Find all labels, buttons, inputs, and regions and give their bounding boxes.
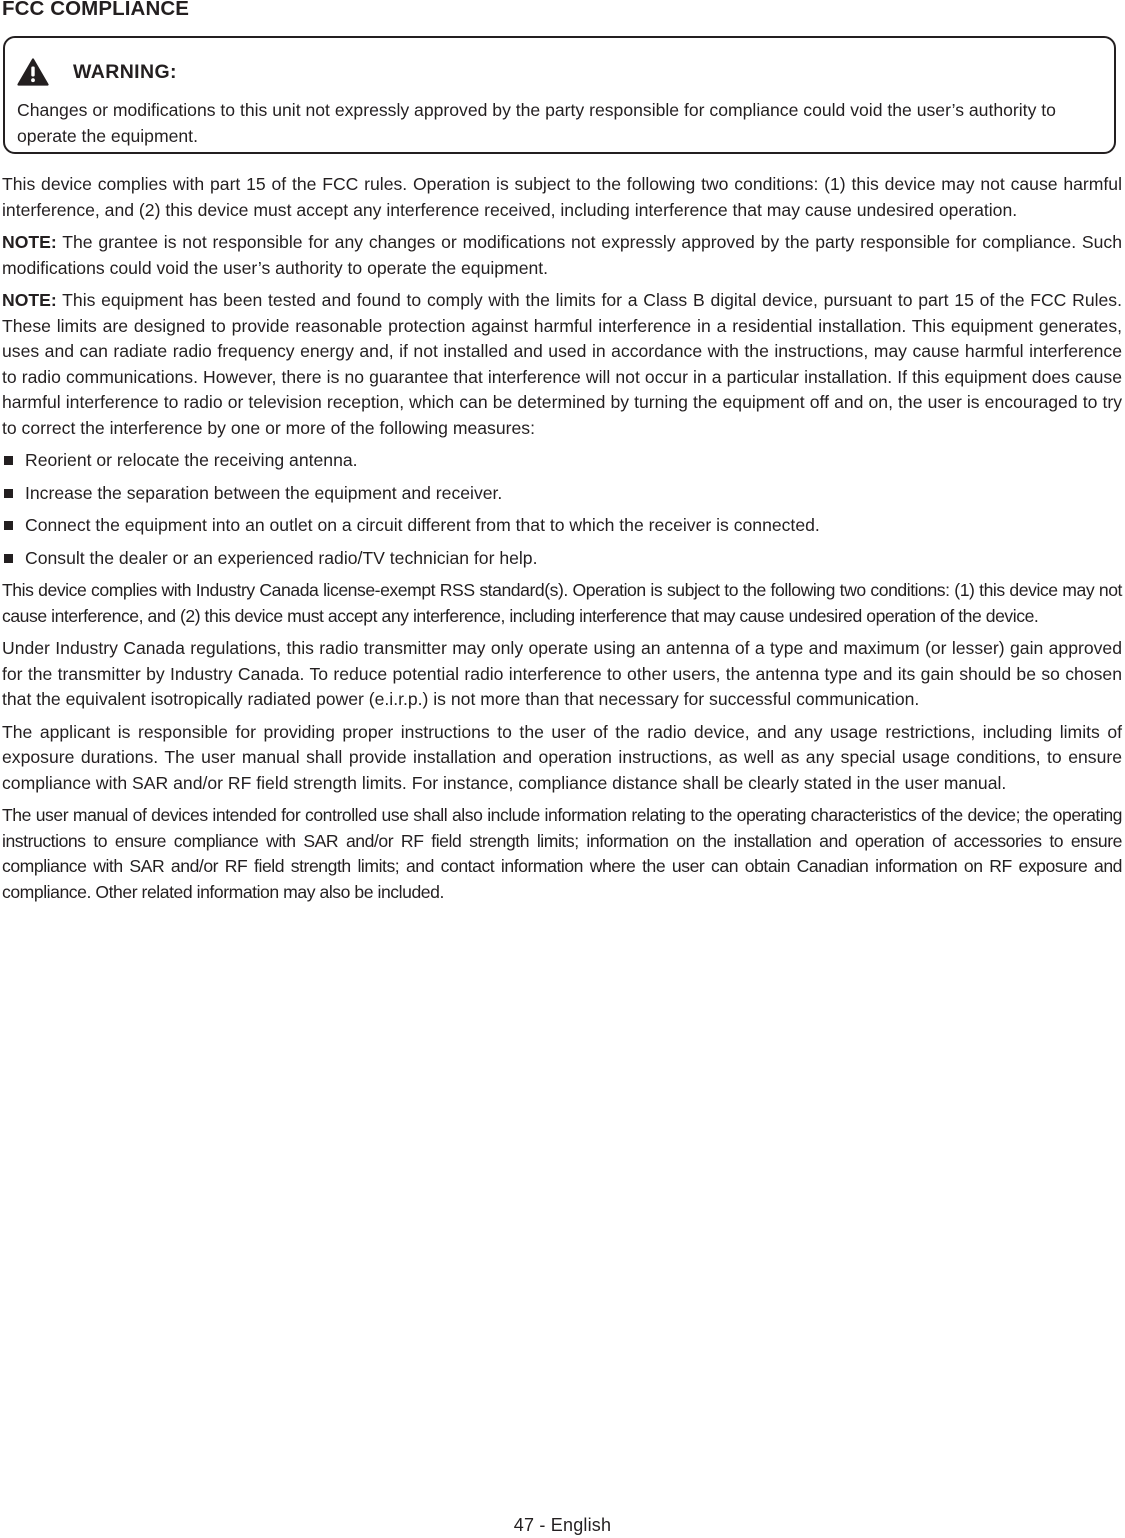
note-class-b-paragraph bbox=[2, 288, 1122, 441]
ic-regulations-paragraph: Under Industry Canada regulations, this radio transmitter may only operate using an antenna of a type and maximum (or lesser) gain approved for the transmitter by Industry Canada. To reduce potential radio interference to other users, the antenna type and its gain should be so chosen that the equivalent isotropically radiated power (e.i.r.p.) is not more than that necessary for successful communication. bbox=[2, 638, 1122, 709]
list-item-text: Consult the dealer or an experienced radio/TV technician for help. bbox=[25, 547, 538, 568]
page-footer: 47 - English bbox=[513, 1515, 612, 1535]
list-item-text: Connect the equipment into an outlet on a circuit different from that to which the receiver is connected. bbox=[25, 515, 820, 535]
applicant-responsibility-paragraph: The applicant is responsible for providing proper instructions to the user of the radio device, and any usage restrictions, including limits of exposure durations. The user manual shall provide installation and operation instructions, as well as any special usage conditions, to ensure compliance with SAR and/or RF field strength limits. For instance, compliance distance shall be clearly stated in the user manual. bbox=[2, 721, 1122, 793]
note-text: This equipment has been tested and found to comply with the limits for a Class B digital device, pursuant to part 15 of the FCC Rules. These limits are designed to provide reasonable protection against harmful interference in a residential installation. This equipment generates, uses and can radiate radio frequency energy and, if not installed and used in accordance with the instructions, may cause harmful interference to radio communications. However, there is no guarantee that interference will not occur in a particular installation. If this equipment does cause harmful interference to radio or television reception, which can be determined by turning the equipment off and on, the user is encouraged to try to correct the interference by one or more of the following measures: bbox=[2, 290, 1122, 438]
note-label: NOTE: bbox=[2, 290, 57, 310]
square-bullet-icon bbox=[4, 489, 13, 498]
warning-label: WARNING: bbox=[73, 61, 177, 83]
user-manual-paragraph: The user manual of devices intended for controlled use shall also include information relating to the operating characteristics of the device; the operating instructions to ensure compliance with SAR and/or RF field strength limits; information on the installation and operation of accessories to ensure compliance with SAR and/or RF field strength limits; and contact information where the user can obtain Canadian information on RF exposure and compliance. Other related information may also be included. bbox=[2, 805, 1122, 902]
list-item bbox=[2, 513, 1122, 539]
warning-text: Changes or modifications to this unit not expressly approved by the party responsible for compliance could void the user’s authority to operate the equipment. bbox=[17, 100, 1056, 146]
note-grantee-paragraph bbox=[2, 230, 1122, 281]
list-item bbox=[2, 546, 1122, 572]
page-title: FCC COMPLIANCE bbox=[2, 0, 190, 20]
square-bullet-icon bbox=[4, 456, 13, 465]
fcc-part15-paragraph: This device complies with part 15 of the FCC rules. Operation is subject to the following two conditions: (1) this device may not cause harmful interference, and (2) this device must accept any interference received, including interference that may cause undesired operation. bbox=[2, 174, 1122, 220]
warning-header bbox=[17, 58, 177, 86]
list-item bbox=[2, 481, 1122, 507]
warning-box bbox=[3, 36, 1116, 154]
list-item-text: Increase the separation between the equipment and receiver. bbox=[25, 482, 503, 503]
warning-triangle-icon bbox=[17, 58, 49, 86]
note-text: The grantee is not responsible for any changes or modifications not expressly approved by the party responsible for compliance. Such modifications could void the user’s authority to operate the equipment. bbox=[2, 232, 1122, 278]
measures-list bbox=[2, 448, 1122, 571]
note-label: NOTE: bbox=[2, 232, 57, 252]
list-item-text: Reorient or relocate the receiving antenna. bbox=[25, 450, 358, 470]
industry-canada-paragraph: This device complies with Industry Canada license-exempt RSS standard(s). Operation is subject to the following two conditions: (1) this device may not cause interference, and (2) this device must accept any interference, including interference that may cause undesired operation of the device. bbox=[2, 580, 1122, 626]
list-item bbox=[2, 448, 1122, 474]
compliance-body bbox=[2, 172, 1122, 912]
square-bullet-icon bbox=[4, 521, 13, 530]
square-bullet-icon bbox=[4, 554, 13, 563]
